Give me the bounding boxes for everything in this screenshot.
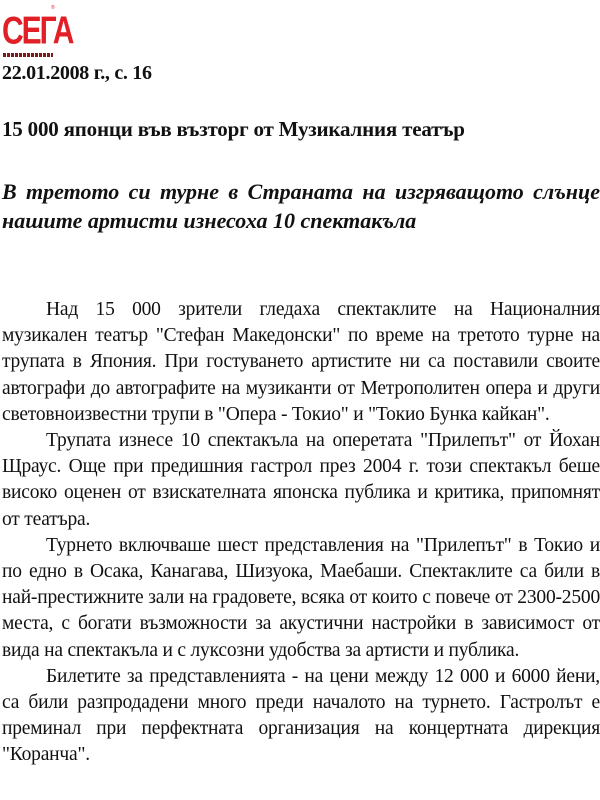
registered-mark-icon: ® [51,5,55,11]
logo-wordmark: СЕГА [2,9,73,53]
article-headline: 15 000 японци във възторг от Музикалния театър [2,117,465,141]
article-body [2,297,600,769]
article-paragraph: Трупата изнесе 10 спектакъла на оперетата "Прилепът" от Йохан Щраус. Още при предишния гастрол през 2004 г. този спектакъл беше високо оценен от взискателната японска публика и критика, припомнят от театъра. [2,430,600,530]
article-subheadline: В третото си турне в Страната на изгряващото слънце нашите артисти изнесоха 10 спектакъла [2,179,600,233]
logo-underline-bar [3,53,53,57]
publication-logo [2,2,73,58]
article-paragraph: Над 15 000 зрители гледаха спектаклите на Националния музикален театър "Стефан Македонски" по време на третото турне на трупата в Япония. При гостуването артистите ни са поставили своите автографи до автографите на музиканти от Метрополитен опера и други световноизвестни трупи в "Опера - Токио" и "Токио Бунка кайкан". [2,299,600,425]
dateline: 22.01.2008 г., с. 16 [2,62,152,84]
article-paragraph: Турнето включваше шест представления на "Прилепът" в Токио и по едно в Осака, Канагава, Шизуока, Маебаши. Спектаклите са били в най-престижните зали на градовете, всяка от които с повече от 2300-2500 места, с богати възможности за акустични настройки в зависимост от вида на спектакъла и с луксозни удобства за артисти и публика. [2,534,600,661]
article-paragraph: Билетите за представленията - на цени между 12 000 и 6000 йени, са били разпродадени много преди началото на турнето. Гастролът е преминал при перфектната организация на концертната дирекция "Коранча". [2,665,600,766]
